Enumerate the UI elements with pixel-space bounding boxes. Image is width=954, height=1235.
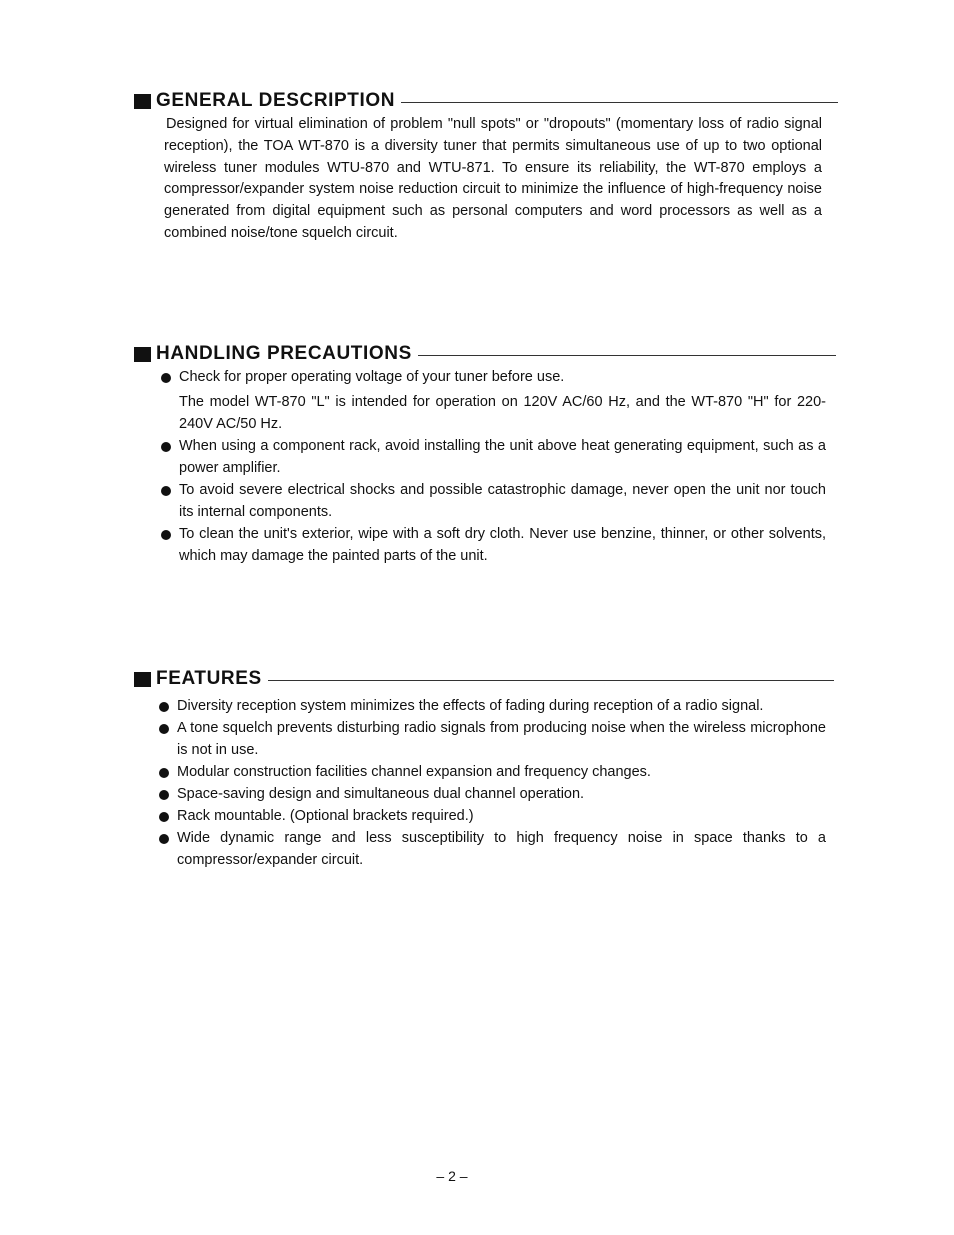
square-bullet-icon (134, 347, 151, 362)
round-bullet-icon (159, 790, 169, 800)
list-item (179, 479, 826, 523)
list-item-subtext: The model WT-870 "L" is intended for operation on 120V AC/60 Hz, and the WT-870 "H" for 220-240V AC/50 Hz. (179, 394, 826, 432)
list-item (177, 783, 826, 805)
general-description-body: Designed for virtual elimination of problem "null spots" or "dropouts" (momentary loss of radio signal reception), the TOA WT-870 is a diversity tuner that permits simultaneous use of up to two optional wireless tuner modules WTU-870 and WTU-871. To ensure its reliability, the WT-870 employs a compressor/expander system noise reduction circuit to minimize the influence of high-frequency noise generated from digital equipment such as personal computers and word processors as well as a combined noise/tone squelch circuit. (164, 116, 822, 241)
page-number: – 2 – (436, 1168, 468, 1184)
list-item (179, 435, 826, 479)
round-bullet-icon (161, 486, 171, 496)
round-bullet-icon (159, 724, 169, 734)
list-item-text: Diversity reception system minimizes the effects of fading during reception of a radio signal. (177, 698, 764, 714)
round-bullet-icon (159, 702, 169, 712)
general-description-heading (134, 90, 838, 112)
list-item (179, 366, 826, 435)
list-item (179, 523, 826, 567)
features-heading (134, 668, 834, 690)
general-description-title: GENERAL DESCRIPTION (156, 90, 396, 111)
square-bullet-icon (134, 672, 151, 687)
list-item-text: To avoid severe electrical shocks and possible catastrophic damage, never open the unit nor touch its internal components. (179, 482, 826, 520)
handling-precautions-list (179, 366, 826, 567)
list-item-text: Wide dynamic range and less susceptibility to high frequency noise in space thanks to a compressor/expander circuit. (177, 830, 826, 868)
list-item-text: Rack mountable. (Optional brackets required.) (177, 808, 474, 824)
list-item-text: Check for proper operating voltage of your tuner before use. (179, 369, 565, 385)
list-item (177, 695, 826, 717)
round-bullet-icon (161, 373, 171, 383)
round-bullet-icon (161, 530, 171, 540)
round-bullet-icon (159, 768, 169, 778)
heading-rule (401, 102, 838, 103)
heading-rule (418, 355, 836, 356)
list-item-text: When using a component rack, avoid installing the unit above heat generating equipment, such as a power amplifier. (179, 438, 826, 476)
heading-rule (268, 680, 834, 681)
list-item (177, 805, 826, 827)
list-item (177, 827, 826, 871)
list-item (177, 761, 826, 783)
handling-precautions-title: HANDLING PRECAUTIONS (156, 343, 412, 364)
list-item-text: Modular construction facilities channel expansion and frequency changes. (177, 764, 651, 780)
list-item-text: To clean the unit's exterior, wipe with a soft dry cloth. Never use benzine, thinner, or other solvents, which may damage the painted parts of the unit. (179, 526, 826, 564)
handling-precautions-heading (134, 343, 836, 365)
list-item-text: A tone squelch prevents disturbing radio signals from producing noise when the wireless microphone is not in use. (177, 720, 826, 758)
list-item-text: Space-saving design and simultaneous dual channel operation. (177, 786, 585, 802)
list-item (177, 717, 826, 761)
square-bullet-icon (134, 94, 151, 109)
round-bullet-icon (159, 834, 169, 844)
features-list (177, 695, 826, 871)
round-bullet-icon (159, 812, 169, 822)
features-title: FEATURES (156, 668, 262, 689)
round-bullet-icon (161, 442, 171, 452)
